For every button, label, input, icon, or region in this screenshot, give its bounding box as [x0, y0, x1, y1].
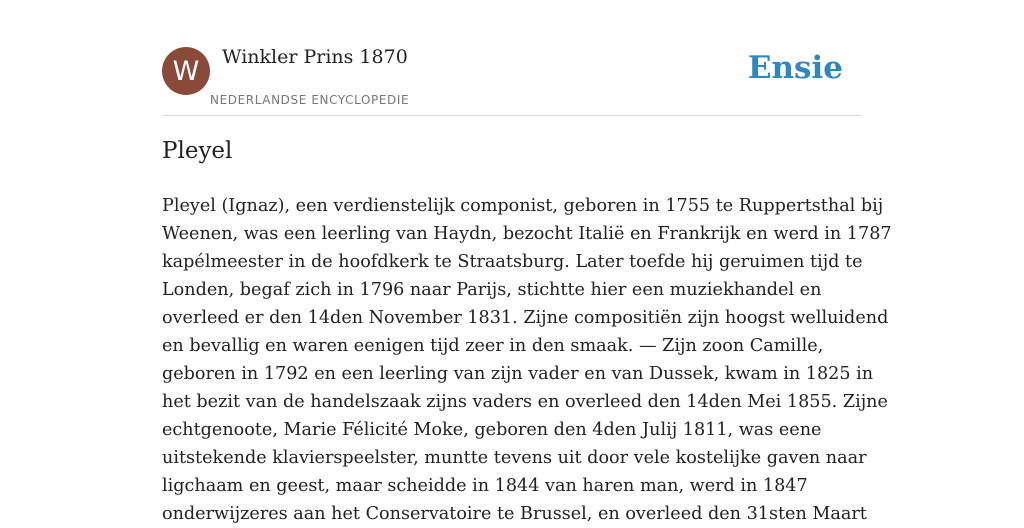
article-line: en bevallig en waren eenigen tijd zeer in den smaak. — Zijn zoon Camille, — [162, 336, 824, 356]
article-line: ligchaam en geest, maar scheidde in 1844 van haren man, werd in 1847 — [162, 476, 808, 496]
article-line: echtgenoote, Marie Félicité Moke, geboren den 4den Julij 1811, was eene — [162, 420, 822, 440]
source-avatar — [162, 47, 210, 95]
article-line: overleed er den 14den November 1831. Zijne compositiën zijn hoogst welluidend — [162, 308, 889, 328]
article-line: Pleyel (Ignaz), een verdienstelijk componist, geboren in 1755 te Ruppertsthal bij — [162, 196, 884, 216]
page-title: Pleyel — [162, 138, 233, 164]
brand-logo-link[interactable]: Ensie — [747, 50, 843, 86]
article-body — [162, 192, 892, 528]
article-line: uitstekende klavierspeelster, muntte tevens uit door vele kostelijke gaven naar — [162, 448, 867, 468]
article-line: geboren in 1792 en een leerling van zijn vader en van Dussek, kwam in 1825 in — [162, 364, 874, 384]
source-title[interactable]: Winkler Prins 1870 — [222, 46, 408, 68]
article-line: het bezit van de handelszaak zijns vaders en overleed den 14den Mei 1855. Zijne — [162, 392, 888, 412]
article-line: kapélmeester in de hoofdkerk te Straatsburg. Later toefde hij geruimen tijd te — [162, 252, 863, 272]
header-divider — [162, 115, 862, 116]
avatar-letter: W — [172, 55, 200, 87]
article-line: onderwijzeres aan het Conservatoire te Brussel, en overleed den 31sten Maart — [162, 504, 867, 524]
source-subtitle: NEDERLANDSE ENCYCLOPEDIE — [210, 93, 410, 107]
article-line: Londen, begaf zich in 1796 naar Parijs, stichtte hier een muziekhandel en — [162, 280, 822, 300]
article-line: Weenen, was een leerling van Haydn, bezocht Italië en Frankrijk en werd in 1787 — [162, 224, 892, 244]
